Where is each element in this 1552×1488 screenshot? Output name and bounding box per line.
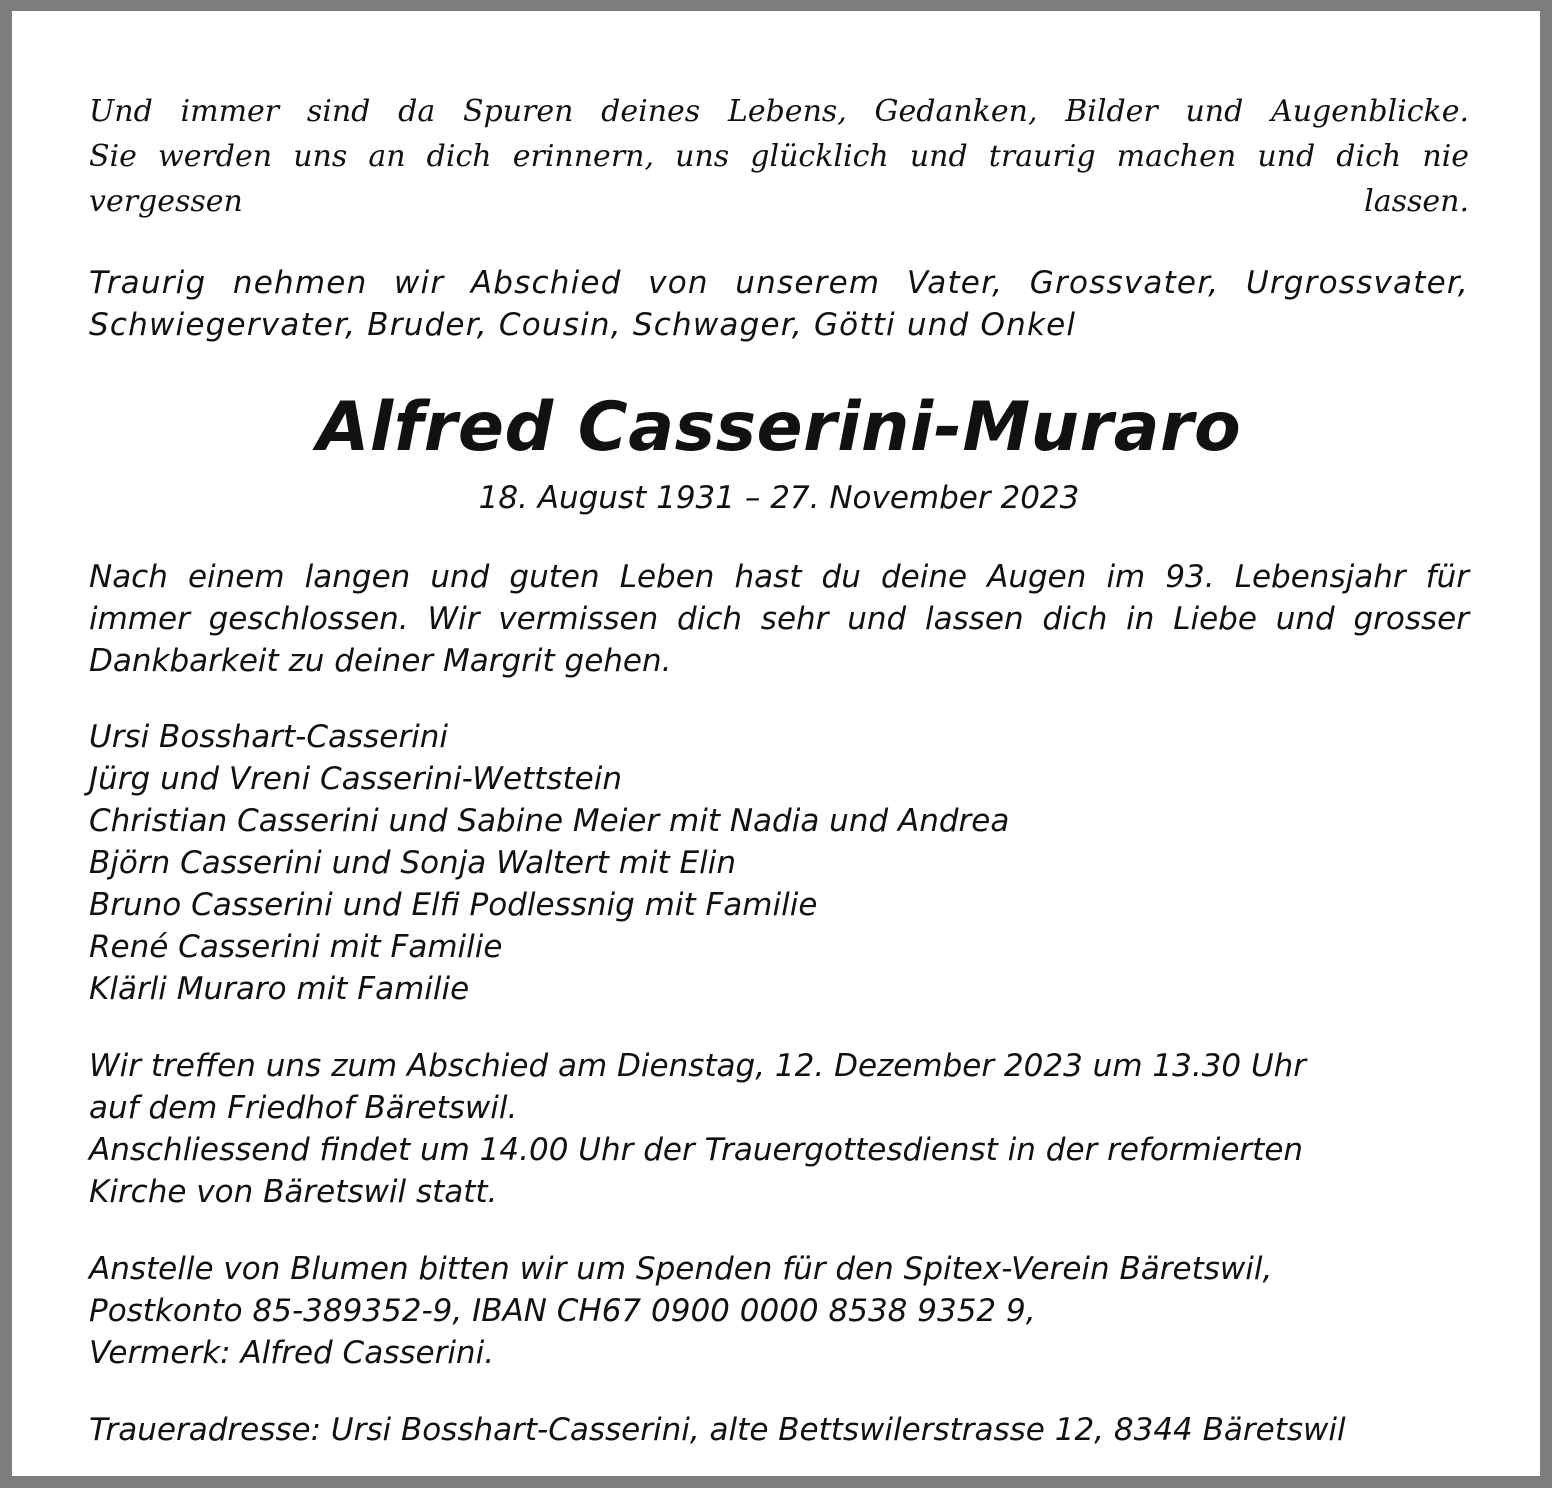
farewell-line-2: immer geschlossen. Wir vermissen dich sehr und lassen dich in Liebe und grosser — [89, 601, 1469, 637]
motto-verse — [89, 89, 1469, 224]
mourner-item: René Casserini mit Familie — [89, 929, 503, 965]
mourner-item: Klärli Muraro mit Familie — [89, 971, 470, 1007]
farewell-paragraph — [89, 556, 1469, 682]
donation-line-2: Postkonto 85-389352-9, IBAN CH67 0900 0000 8538 9352 9, — [89, 1293, 1036, 1329]
mourner-item: Jürg und Vreni Casserini-Wettstein — [89, 761, 622, 797]
mourner-item: Björn Casserini und Sonja Waltert mit Elin — [89, 845, 736, 881]
intro-line-2: Schwiegervater, Bruder, Cousin, Schwager, Götti und Onkel — [89, 307, 1077, 343]
mourner-item: Ursi Bosshart-Casserini — [89, 719, 448, 755]
ceremony-info — [89, 1045, 1469, 1213]
address-line: Traueradresse: Ursi Bosshart-Casserini, alte Bettswilerstrasse 12, 8344 Bäretswil — [89, 1412, 1346, 1448]
farewell-line-1: Nach einem langen und guten Leben hast du deine Augen im 93. Lebensjahr für — [89, 559, 1469, 595]
motto-line-2: Sie werden uns an dich erinnern, uns glücklich und traurig machen und dich nie vergessen lassen. — [89, 139, 1469, 219]
intro-line-1: Traurig nehmen wir Abschied von unserem Vater, Grossvater, Urgrossvater, — [89, 265, 1469, 301]
mourner-item: Christian Casserini und Sabine Meier mit Nadia und Andrea — [89, 803, 1010, 839]
ceremony-line-3: Anschliessend findet um 14.00 Uhr der Trauergottesdienst in der reformierten — [89, 1132, 1304, 1168]
donation-line-1: Anstelle von Blumen bitten wir um Spenden für den Spitex-Verein Bäretswil, — [89, 1251, 1273, 1287]
mourning-address — [89, 1409, 1469, 1451]
deceased-name: Alfred Casserini-Muraro — [316, 388, 1242, 467]
obituary-content — [89, 89, 1469, 1451]
ceremony-line-1: Wir treffen uns zum Abschied am Dienstag, 12. Dezember 2023 um 13.30 Uhr — [89, 1048, 1307, 1084]
intro-text — [89, 262, 1469, 346]
obituary-notice — [12, 11, 1540, 1476]
farewell-line-3: Dankbarkeit zu deiner Margrit gehen. — [89, 643, 672, 679]
life-dates: 18. August 1931 – 27. November 2023 — [478, 480, 1080, 516]
donation-line-3: Vermerk: Alfred Casserini. — [89, 1335, 495, 1371]
donation-info — [89, 1248, 1469, 1374]
mourners-list — [89, 716, 1469, 1010]
mourner-item: Bruno Casserini und Elfi Podlessnig mit Familie — [89, 887, 818, 923]
motto-line-1: Und immer sind da Spuren deines Lebens, Gedanken, Bilder und Augenblicke. — [89, 94, 1469, 129]
ceremony-line-4: Kirche von Bäretswil statt. — [89, 1174, 498, 1210]
ceremony-line-2: auf dem Friedhof Bäretswil. — [89, 1090, 518, 1126]
